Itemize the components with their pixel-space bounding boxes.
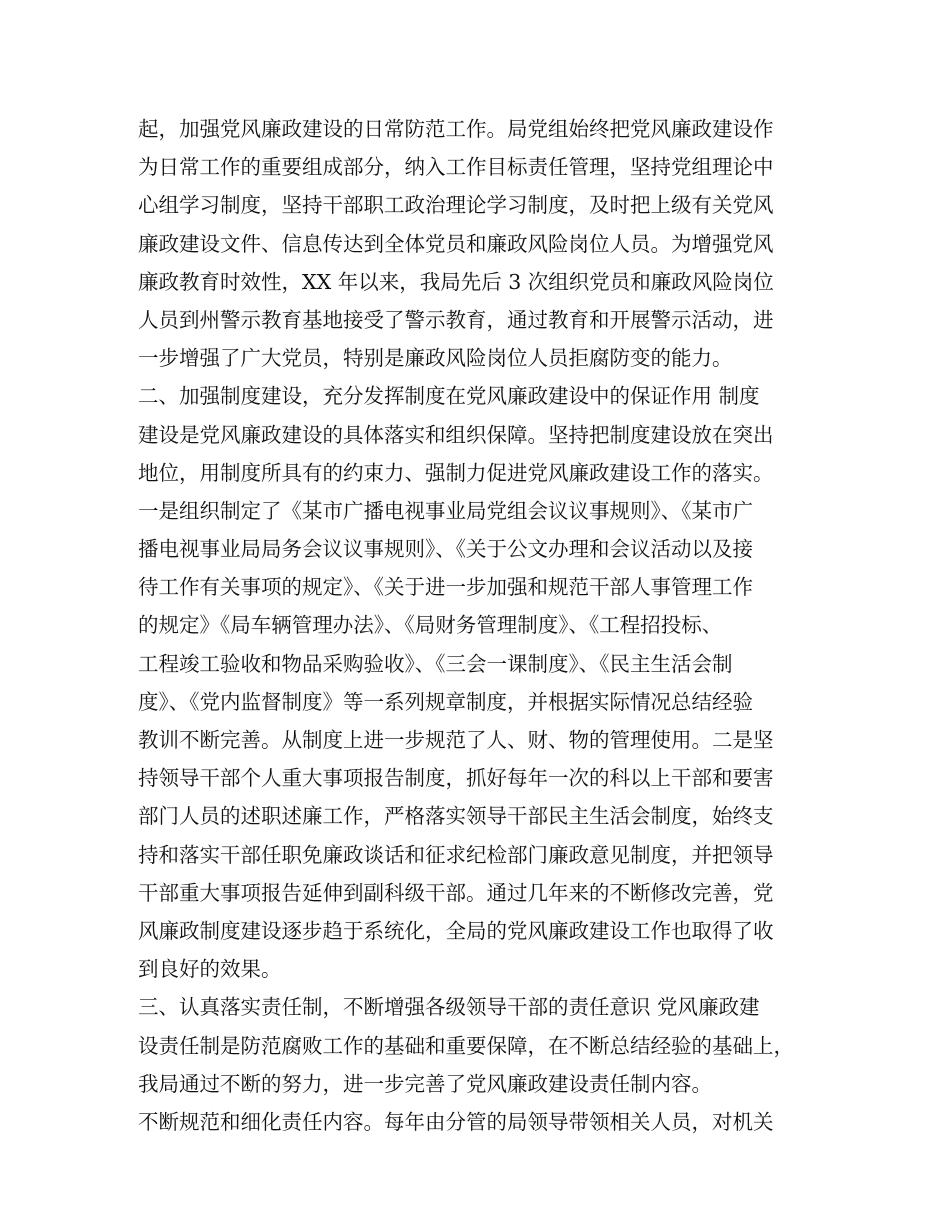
text-line: 建设是党风廉政建设的具体落实和组织保障。坚持把制度建设放在突出: [138, 422, 774, 447]
text-line: 干部重大事项报告延伸到副科级干部。通过几年来的不断修改完善，党: [138, 880, 774, 905]
text-line: 地位，用制度所具有的约束力、强制力促进党风廉政建设工作的落实。: [138, 460, 774, 485]
text-line: 人员到州警示教育基地接受了警示教育，通过教育和开展警示活动，进: [138, 307, 774, 332]
text-line: 教训不断完善。从制度上进一步规范了人、财、物的管理使用。二是坚: [138, 728, 774, 752]
text-line: 我局通过不断的努力，进一步完善了党风廉政建设责任制内容。: [138, 1071, 712, 1096]
text-line: 心组学习制度，坚持干部职工政治理论学习制度，及时把上级有关党风: [138, 193, 774, 218]
text-line: 的规定》《局车辆管理办法》、《局财务管理制度》、《工程招投标、: [138, 613, 723, 638]
text-line: 持领导干部个人重大事项报告制度，抓好每年一次的科以上干部和要害: [138, 766, 774, 791]
text-line: 持和落实干部任职免廉政谈话和征求纪检部门廉政意见制度，并把领导: [138, 842, 774, 867]
text-line: 廉政教育时效性，XX 年以来，我局先后 3 次组织党员和廉政风险岗位: [138, 269, 774, 294]
text-line: 播电视事业局局务会议议事规则》、《关于公文办理和会议活动以及接: [138, 537, 753, 562]
text-line: 到良好的效果。: [138, 957, 282, 982]
text-line: 工程竣工验收和物品采购验收》、《三会一课制度》、《民主生活会制: [138, 651, 733, 676]
text-line: 风廉政制度建设逐步趋于系统化，全局的党风廉政建设工作也取得了收: [138, 918, 774, 943]
text-line: 为日常工作的重要组成部分，纳入工作目标责任管理，坚持党组理论中: [138, 155, 774, 180]
text-line: 一是组织制定了《某市广播电视事业局党组会议议事规则》、《某市广: [138, 498, 753, 523]
text-line: 廉政建设文件、信息传达到全体党员和廉政风险岗位人员。为增强党风: [138, 231, 774, 256]
text-line: 一步增强了广大党员，特别是廉政风险岗位人员拒腐防变的能力。: [138, 346, 733, 371]
text-line: 不断规范和细化责任内容。每年由分管的局领导带领相关人员，对机关: [138, 1109, 774, 1134]
text-line: 度》、《党内监督制度》等一系列规章制度，并根据实际情况总结经验: [138, 689, 753, 714]
body-text: [138, 110, 828, 1141]
section-heading-line: 三、认真落实责任制，不断增强各级领导干部的责任意识 党风廉政建: [138, 995, 760, 1020]
text-line: 待工作有关事项的规定》、《关于进一步加强和规范干部人事管理工作: [138, 575, 753, 600]
text-line: 起，加强党风廉政建设的日常防范工作。局党组始终把党风廉政建设作: [138, 117, 774, 141]
text-line: 部门人员的述职述廉工作，严格落实领导干部民主生活会制度，始终支: [138, 804, 774, 829]
section-heading-line: 二、加强制度建设，充分发挥制度在党风廉政建设中的保证作用 制度: [138, 384, 760, 409]
text-line: 设责任制是防范腐败工作的基础和重要保障，在不断总结经验的基础上，: [138, 1033, 794, 1058]
